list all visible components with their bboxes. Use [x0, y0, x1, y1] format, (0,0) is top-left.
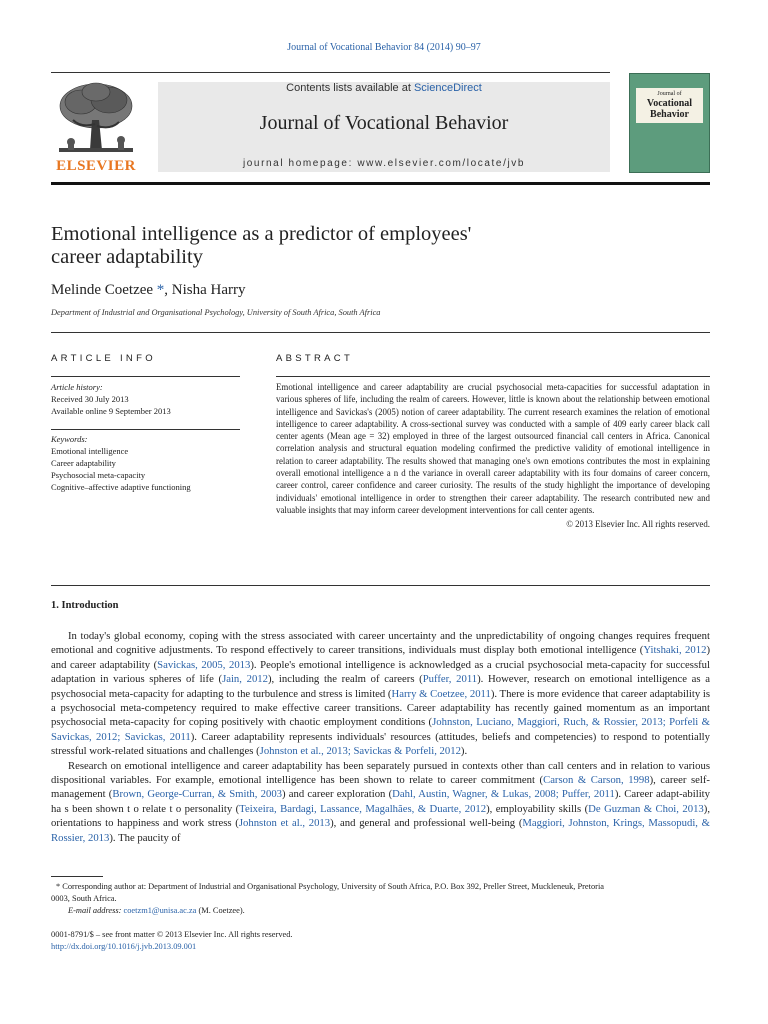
citation-link[interactable]: Dahl, Austin, Wagner, & Lukas, 2008; Puffer, 2011 — [392, 788, 615, 801]
intro-paragraph-2 — [51, 759, 710, 845]
citation-link[interactable]: Jain, 2012 — [222, 673, 268, 686]
footnote-mark: * — [56, 882, 61, 891]
keyword: Career adaptability — [51, 458, 116, 468]
body-text: ), and general and professional well-being ( — [330, 817, 523, 830]
body-text: ), career self-management ( — [51, 774, 710, 801]
citation-link[interactable]: Johnston, Luciano, Maggiori, Ruch, & Rossier, 2013; Porfeli & Savickas, 2012; Savickas, 2011 — [51, 716, 710, 743]
body-text: ), including the realm of careers ( — [268, 673, 423, 686]
citation-link[interactable]: Puffer, 2011 — [422, 673, 478, 686]
citation-link[interactable]: De Guzman & Choi, 2013 — [588, 802, 704, 815]
history-label: Article history: — [51, 382, 103, 392]
abstract-heading: ABSTRACT — [276, 353, 354, 364]
title-rule — [51, 332, 710, 333]
journal-cover-thumbnail[interactable] — [629, 73, 710, 173]
keyword: Psychosocial meta-capacity — [51, 470, 146, 480]
abstract-body — [276, 381, 710, 531]
online-date: Available online 9 September 2013 — [51, 406, 171, 416]
body-text: In today's global economy, coping with the stress associated with career uncertainty and the unpredictability of ongoing changes requires frequent emotional and cognitive adjustments. To respond effectively to career transitions, individuals must display both emotional intelligence ( — [51, 630, 710, 657]
citation-link[interactable]: Johnston et al., 2013; Savickas & Porfeli, 2012 — [259, 745, 461, 758]
introduction-heading: 1. Introduction — [51, 600, 119, 611]
abstract-bottom-rule — [51, 585, 710, 586]
masthead-bottom-rule — [51, 182, 710, 185]
abstract-paragraph: Emotional intelligence and career adaptability are crucial psychosocial meta-capacities for successful adaptation in various spheres of life, including the realm of careers. However, little is known about the relationship between emotional intelligence and Savickas's (2005) notion of career adaptability. The current research examines the relation of emotional intelligence to career adaptability. A cross-sectional survey was conducted with a sample of 409 early career black call center agents (Mean age = 32) employed in three of the largest outsourced financial call centers in Africa. Canonical correlation analysis and structural equation modeling confirmed the predictive validity of emotional intelligence in relation to career adaptability. The results showed that managing one's own emotions contributes the most in explaining overall emotional intelligence a n d the variance in overall career adaptability with its four domains of career concern, career control, career confidence and career curiosity. The results of the study highlight the importance of developing individuals' emotional intelligence in order to strengthen their career adaptability. The research contributed new and valuable insights that may inform career development interventions for call center agents. — [276, 382, 710, 515]
citation-link[interactable]: Brown, George-Curran, & Smith, 2003 — [112, 788, 283, 801]
article-title-line-1: Emotional intelligence as a predictor of employees' — [51, 223, 472, 245]
citation-link[interactable]: Johnston et al., 2013 — [238, 817, 331, 830]
corresponding-author-mark[interactable]: * — [156, 282, 165, 298]
author-email-link[interactable]: coetzm1@unisa.ac.za — [123, 906, 197, 915]
contents-line — [158, 82, 610, 94]
footnote-text: Corresponding author at: Department of Industrial and Organisational Psychology, University of South Africa, P.O. Box 392, Preller Street, Muckleneuk, Pretoria — [60, 882, 604, 891]
body-text: ) and career exploration ( — [282, 788, 393, 801]
abstract-copyright: © 2013 Elsevier Inc. All rights reserved. — [566, 519, 710, 530]
author-harry[interactable]: Nisha Harry — [171, 282, 246, 298]
keyword: Cognitive–affective adaptive functioning — [51, 482, 191, 492]
keywords-block — [51, 433, 240, 493]
intro-paragraph-1 — [51, 629, 710, 759]
introduction-body — [51, 629, 710, 845]
keyword: Emotional intelligence — [51, 446, 129, 456]
body-text: Research on emotional intelligence and career adaptability has been separately pursued in contexts other than call centers and in relation to various dispositional variables. For example, emotional intelligence has been shown to relate to career commitment ( — [51, 759, 710, 787]
author-separator: , — [164, 282, 172, 298]
body-text: ). However, research on emotional intelligence as a psychosocial meta-capacity for adapting to the turbulence and stress is limited ( — [51, 673, 710, 700]
journal-name: Journal of Vocational Behavior — [259, 112, 509, 134]
email-label: E-mail address: — [68, 906, 124, 915]
masthead-top-rule — [51, 72, 610, 73]
body-text: ). The paucity of — [109, 831, 181, 844]
doi-link[interactable]: http://dx.doi.org/10.1016/j.jvb.2013.09.001 — [51, 942, 197, 951]
journal-homepage[interactable]: journal homepage: www.elsevier.com/locate/jvb — [242, 158, 526, 169]
email-suffix: (M. Coetzee). — [196, 906, 245, 915]
article-title-line-2: career adaptability — [51, 246, 203, 268]
author-list — [51, 282, 246, 299]
body-text: ) and career adaptability ( — [51, 644, 710, 671]
body-text: ). People's emotional intelligence is acknowledged as a crucial psychosocial meta-capacity for successful adaptation in various spheres of life ( — [51, 658, 710, 686]
author-coetzee[interactable]: Melinde Coetzee — [51, 282, 154, 298]
citation-link[interactable]: Savickas, 2005, 2013 — [157, 658, 251, 671]
citation-link[interactable]: Harry & Coetzee, 2011 — [391, 687, 491, 700]
affiliation: Department of Industrial and Organisational Psychology, University of South Africa, South Africa — [51, 308, 381, 317]
abstract-rule — [276, 376, 710, 377]
journal-citation-link[interactable]: Journal of Vocational Behavior 84 (2014) 90–97 — [287, 42, 481, 53]
article-info-rule — [51, 376, 240, 377]
body-text: ). Career adaptability represents individuals' resources (attitudes, beliefs and competencies) to respond to potentially stressful work-related situations and challenges ( — [51, 730, 710, 758]
cover-title — [636, 88, 703, 123]
body-text: ). — [460, 745, 468, 758]
citation-link[interactable]: Carson & Carson, 1998 — [543, 774, 650, 787]
article-history — [51, 381, 240, 417]
article-title — [51, 223, 710, 269]
article-info-heading: ARTICLE INFO — [51, 353, 156, 364]
cover-line-1: Journal of — [657, 91, 682, 97]
body-text: ). Career adapt-ability ha s been shown t o relate t o personality ( — [51, 788, 710, 815]
citation-link[interactable]: Maggiori, Johnston, Krings, Massopudi, & Rossier, 2013 — [51, 817, 710, 844]
elsevier-wordmark: ELSEVIER — [56, 158, 136, 174]
cover-line-3: Behavior — [650, 109, 689, 120]
received-date: Received 30 July 2013 — [51, 394, 129, 404]
sciencedirect-link[interactable]: ScienceDirect — [413, 82, 482, 94]
keywords-rule — [51, 429, 240, 430]
keywords-label: Keywords: — [51, 434, 88, 444]
citation-link[interactable]: Yitshaki, 2012 — [643, 644, 707, 657]
corresponding-author-footnote — [51, 881, 710, 917]
body-text: ), employability skills ( — [486, 802, 589, 815]
footnote-text-cont: 0003, South Africa. — [51, 894, 117, 903]
cover-line-2: Vocational — [646, 98, 693, 109]
body-text: ), orientations to happiness and work stress ( — [51, 802, 710, 830]
bottom-metadata — [51, 929, 293, 953]
citation-link[interactable]: Teixeira, Bardagi, Lassance, Magalhães, & Duarte, 2012 — [239, 802, 487, 815]
issn-line: 0001-8791/$ – see front matter © 2013 Elsevier Inc. All rights reserved. — [51, 930, 293, 939]
body-text: ). There is more evidence that career adaptability is a psychosocial meta-competency required to make effective career transitions. Career adaptability has recently gained momentum as an important psychosocial meta-capacity for coping positively with chaotic employment conditions ( — [51, 687, 710, 729]
footnote-rule — [51, 876, 103, 877]
contents-prefix: Contents lists available at — [286, 82, 414, 94]
